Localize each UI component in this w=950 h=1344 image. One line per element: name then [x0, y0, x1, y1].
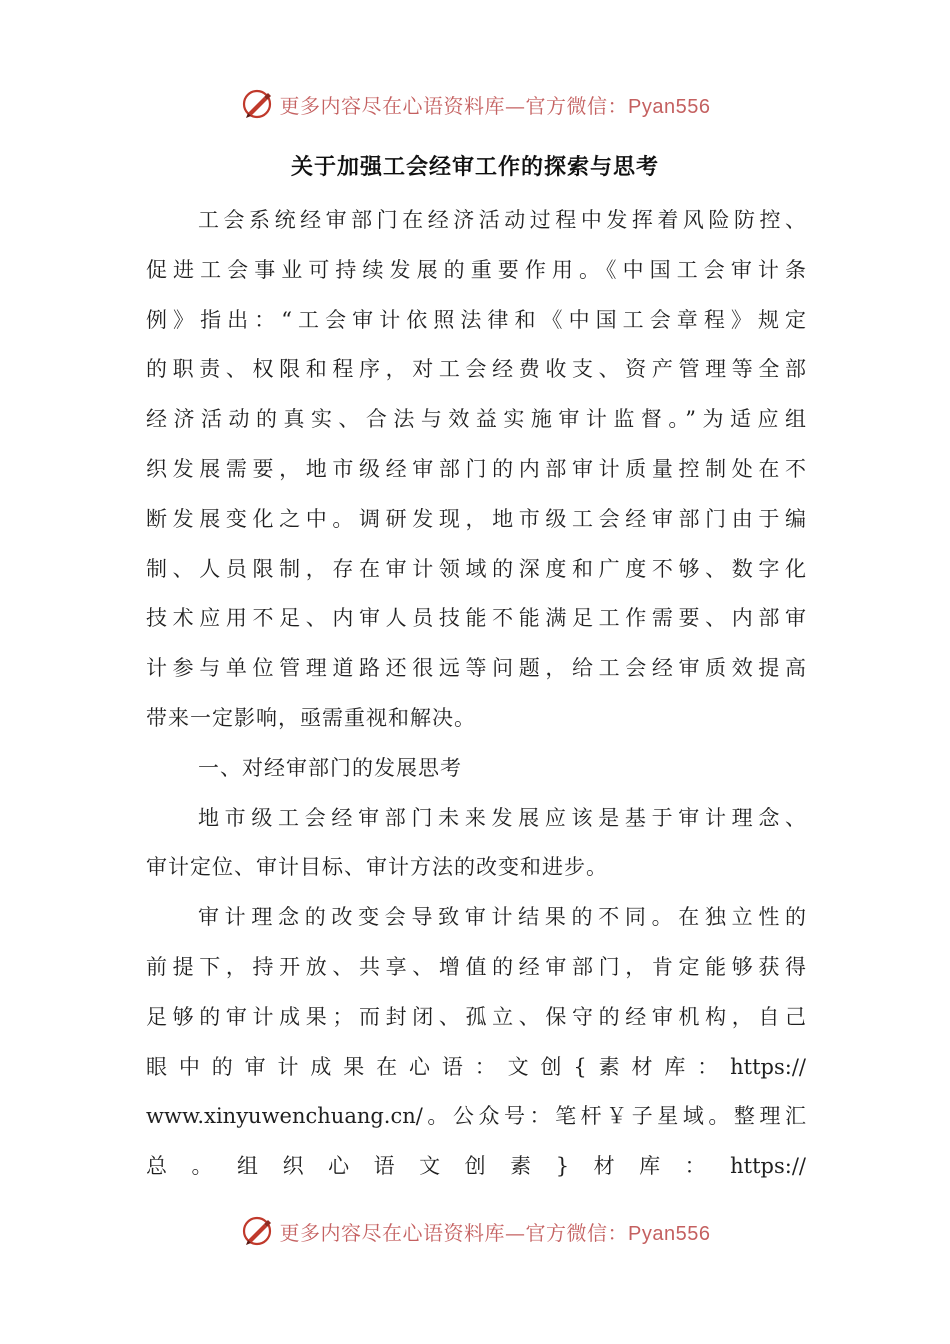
body-line: 促进工会事业可持续发展的重要作用。《中国工会审计条 [146, 257, 806, 282]
banner-text: 更多内容尽在心语资料库—官方微信：Pyan556 [279, 1220, 711, 1245]
document-title: 关于加强工会经审工作的探索与思考 [290, 154, 659, 180]
document-body [146, 196, 806, 1192]
body-line: 计参与单位管理道路还很远等问题，给工会经审质效提高 [146, 656, 806, 681]
body-line: 审计理念的改变会导致审计结果的不同。在独立性的 [198, 905, 806, 930]
header-watermark-banner [0, 84, 950, 124]
footer-watermark-banner [0, 1211, 950, 1251]
section-heading: 一、对经审部门的发展思考 [198, 755, 462, 780]
pen-circle-logo-icon [240, 1214, 274, 1248]
body-line: 经济活动的真实、合法与效益实施审计监督。”为适应组 [146, 407, 806, 432]
body-line: 工会系统经审部门在经济活动过程中发挥着风险防控、 [198, 208, 806, 232]
body-line: 技术应用不足、内审人员技能不能满足工作需要、内部审 [146, 606, 806, 631]
body-line: 例》指出：“工会审计依照法律和《中国工会章程》规定 [146, 307, 806, 332]
body-line: 织发展需要，地市级经审部门的内部审计质量控制处在不 [146, 456, 806, 481]
body-line: 前提下，持开放、共享、增值的经审部门，肯定能够获得 [146, 954, 806, 979]
body-line: 总。组织心语文创素}材库：https:// [146, 1154, 806, 1179]
body-line: 足够的审计成果；而封闭、孤立、保守的经审机构，自己 [146, 1004, 806, 1029]
banner-text: 更多内容尽在心语资料库—官方微信：Pyan556 [279, 93, 711, 118]
body-line: 眼中的审计成果在心语：文创{素材库：https:// [146, 1054, 806, 1079]
body-line: 审计定位、审计目标、审计方法的改变和进步。 [146, 855, 608, 880]
body-line: 带来一定影响，亟需重视和解决。 [146, 705, 476, 730]
body-line: 制、人员限制，存在审计领域的深度和广度不够、数字化 [146, 556, 806, 581]
body-line: 断发展变化之中。调研发现，地市级工会经审部门由于编 [146, 506, 806, 531]
pen-circle-logo-icon [240, 87, 274, 121]
body-line: 的职责、权限和程序，对工会经费收支、资产管理等全部 [146, 357, 806, 382]
body-line: 地市级工会经审部门未来发展应该是基于审计理念、 [198, 805, 806, 830]
body-line: www.xinyuwenchuang.cn/。公众号：笔杆￥子星域。整理汇 [146, 1104, 806, 1129]
